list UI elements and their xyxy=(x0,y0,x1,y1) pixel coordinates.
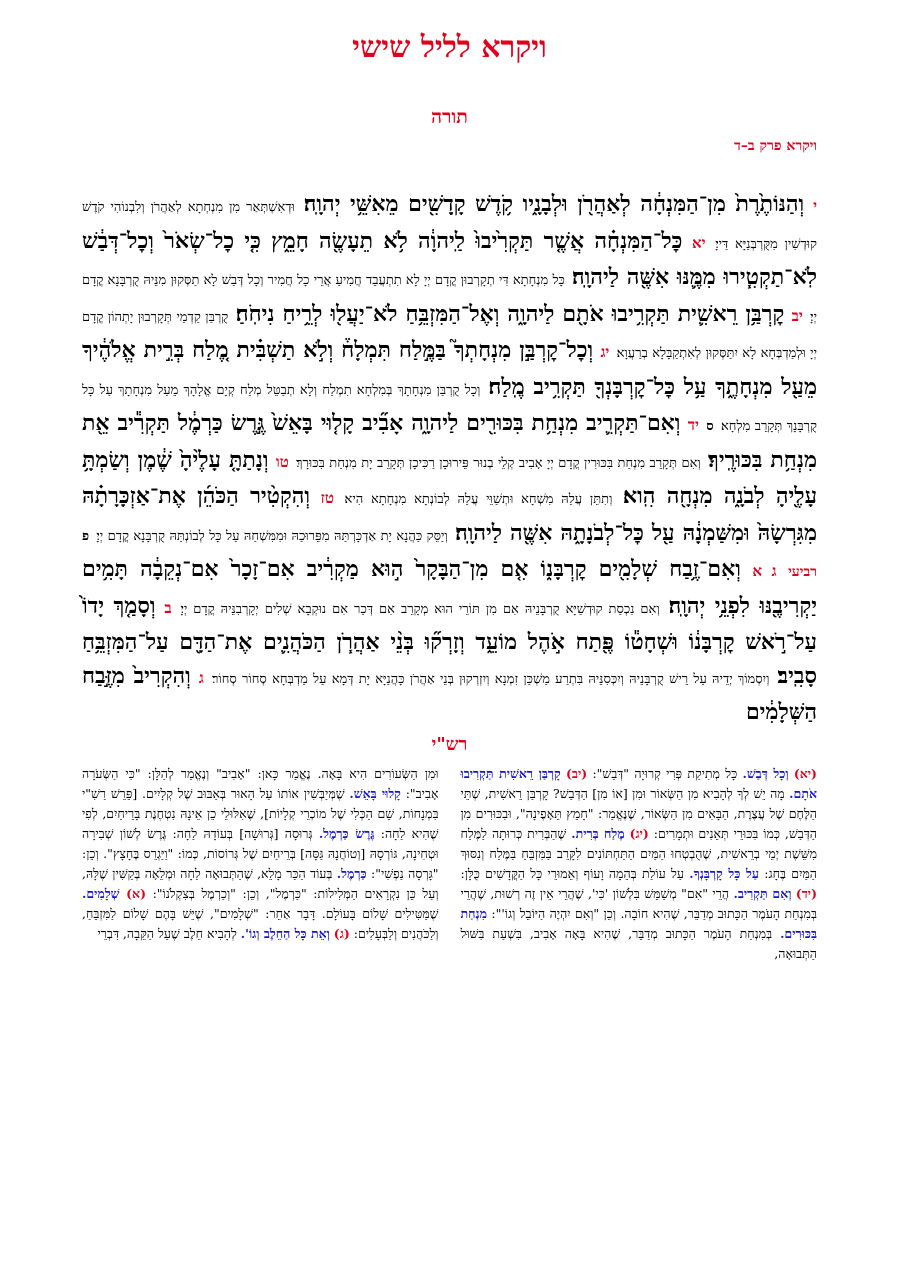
rashi-comment: גְּרוּסָה [גְּרוּשָׁה] בְּעוֹדָהּ לַחָה: גֶּרֶשׂ לְשׁוֹן שְׁבִירָה וּטְחִינָה, גּוֹרְסָהּ [וְטוֹחֲנָהּ גַּסָּה] בְּרֵיחַיִם שֶׁל גְּרוֹסוֹת, כְּמוֹ: "וַיַּגְרֵס בֶּחָצָץ". וְכֵן: "גָּרְסָה נַפְשִׁי": xyxy=(82,825,439,881)
verse-text: וְכׇל־קׇרְבַּ֣ן מִנְחָתְךָ֮ בַּמֶּ֣לַח תִּמְלָח֒ וְלֹ֣א תַשְׁבִּ֗ית מֶ֚לַח בְּרִ֣ית אֱלֹהֶ֔יךָ מֵעַ֖ל מִנְחָתֶ֑ךָ עַ֥ל כׇּל־קׇרְבָּנְךָ֖ תַּקְרִ֥יב מֶֽלַח׃ xyxy=(82,337,817,400)
rashi-dibur-hamatchil: מֶלַח בְּרִית. xyxy=(571,825,625,841)
page-title: ויקרא לליל שישי xyxy=(352,30,547,65)
rashi-comment: בְּמִנְחַת הָעֹמֶר הַכָּתוּב מְדַבֵּר, שֶׁהִיא בָּאָה אָבִיב, בִּשְׁעַת בִּשּׁוּל הַתְּבוּאָה, xyxy=(460,925,817,961)
verse-number: יד xyxy=(687,416,699,434)
targum-text: קֻרְבַּן קַדְמַי תְּקָרְבוּן יָתְהוֹן קֳדָם יְיָ וּלְמַדְבְּחָא לָא יִתַּסְּקוּן לְאִתְקַבָּלָא בְרַעֲוָא׃ xyxy=(82,309,817,361)
targum-text: וְכָל קֻרְבַּן מִנְחָתָךְ בְּמִלְחָא תִמְלַח וְלָא תְבַטֵּל מְלַח קְיָם אֱלָהָךְ מֵעַל מִנְחָתָךְ עַל כָּל קֻרְבָּנָךְ תְּקָרֵב מִלְחָא׃ xyxy=(82,382,817,434)
rashi-comment: הֲרֵי "אִם" מְשַׁמֵּשׁ בִּלְשׁוֹן 'כִּי', שֶׁהֲרֵי אֵין זֶה רְשׁוּת, שֶׁהֲרֵי בְּמִנְחַת הָעֹמֶר הַכָּתוּב מְדַבֵּר, שֶׁהִיא חוֹבָה. וְכֵן "וְאִם יִהְיֶה הַיּוֹבֵל וְגוֹ'": xyxy=(460,885,817,921)
rashi-dibur-hamatchil: קָרְבַּן רֵאשִׁית תַּקְרִיבוּ אֹתָם. xyxy=(460,765,817,801)
rashi-verse-ref: (ג) xyxy=(333,925,350,941)
verse-text: וְהַנּוֹתֶ֙רֶת֙ מִן־הַמִּנְחָ֔ה לְאַהֲרֹ֖ן וּלְבָנָ֑יו קֹ֥דֶשׁ קָֽדָשִׁ֖ים מֵאִשֵּׁ֥י יְהוָֽה׃ xyxy=(303,191,805,217)
rashi-dibur-hamatchil: שְׁלָמִים. xyxy=(82,885,120,901)
rashi-verse-ref: (א) xyxy=(126,885,146,901)
verse-text: וְאִם־תַּקְרִ֛יב מִנְחַ֥ת בִּכּוּרִ֖ים לַיהוָ֑ה אָבִ֞יב קָל֤וּי בָּאֵשׁ֙ גֶּ֣רֶשׂ כַּרְמֶ֔ל תַּקְרִ֕יב אֵ֖ת מִנְחַ֥ת בִּכּוּרֶֽיךָ׃ xyxy=(82,410,818,473)
rashi-dibur-hamatchil: קָלוּי בָּאֵשׁ. xyxy=(349,785,401,801)
verse-number: ג xyxy=(198,668,204,687)
rashi-comment: וּמִן הַשְּׂעוֹרִים הִיא בָּאָה. נֶאֱמַר כָּאן: "אָבִיב" וְנֶאֱמַר לְהַלָּן: "כִּי הַשְּׂעֹרָה אָבִיב": xyxy=(82,765,439,801)
targum-text: וּדְאִשְׁתְּאַר מִן מִנְחְתָא לְאַהֲרֹן וְלִבְנוֹהִי קֹדֶשׁ קוּדְשִׁין מִקֻּרְבְּנַיָּא דַּייָ׃ xyxy=(82,200,818,252)
rashi-verse-ref: (יד) xyxy=(795,885,817,901)
rashi-dibur-hamatchil: וְכָל דְּבַשׁ. xyxy=(742,765,789,781)
rashi-dibur-hamatchil: עַל כָּל קָרְבָּנְךָ. xyxy=(689,865,759,881)
verse-text: וְהִקְרִיב֙ מִזֶּ֣בַח הַשְּׁלָמִ֔ים xyxy=(82,662,817,725)
targum-text: וְתִתֵּן עֲלַהּ מִשְׁחָא וּתְשַׁוֵּי עֲלַהּ לְבוֹנְתָא מִנְחָתָא הִיא׃ xyxy=(344,492,613,507)
rashi-comment: בְּעוֹד הַכַּר מָלֵא, שֶׁהַתְּבוּאָה לַחָה וּמְלֵאָה בְּקַשִּׁין שֶׁלָּהּ, וְעַל כֵּן נִקְרָאִים הַמְּלִילוֹת: "כַּרְמֶל", וְכֵן: "וְכַרְמֶל בְּצִקְלֹנוֹ": xyxy=(82,865,439,901)
verse-text: וְנָתַתָּ֤ עָלֶ֙יהָ֙ שֶׁ֔מֶן וְשַׂמְתָּ֥ עָלֶ֖יהָ לְבֹנָ֑ה מִנְחָ֖ה הִֽוא׃ xyxy=(82,446,818,509)
rashi-verse-ref: (יב) xyxy=(566,765,588,781)
rashi-verse-ref: (יא) xyxy=(793,765,817,781)
verse-number: ג א xyxy=(752,562,777,580)
rashi-comment: שֶׁהַבְּרִית כְּרוּתָה לַמֶּלַח מִשֵּׁשֶׁת יְמֵי בְרֵאשִׁית, שֶׁהֻבְטְחוּ הַמַּיִם הַתַּחְתּוֹנִים לִקָּרֵב בַּמִּזְבֵּחַ בַּמֶּלַח וְנִסּוּךְ הַמַּיִם בֶּחָג: xyxy=(460,825,817,881)
rashi-dibur-hamatchil: וְאִם תַּקְרִיב. xyxy=(733,885,792,901)
verse-number: יא xyxy=(692,233,706,252)
section-heading-rashi: רש"י xyxy=(431,733,468,755)
rashi-commentary xyxy=(82,764,817,964)
verse-number: טז xyxy=(320,489,334,507)
verse-text: קׇרְבַּ֥ן רֵאשִׁ֛ית תַּקְרִ֥יבוּ אֹתָ֖ם לַיהוָ֑ה וְאֶל־הַמִּזְבֵּ֥חַ לֹא־יַעֲל֖וּ לְרֵ֥יחַ נִיחֹֽחַ׃ xyxy=(235,300,785,327)
verse-number: י xyxy=(813,197,817,215)
verse-number: יג xyxy=(600,343,610,361)
verse-number: ב xyxy=(164,598,172,617)
targum-text: וְיִסְמוֹךְ יְדֵיהּ עַל רֵישׁ קֻרְבָּנֵיהּ וְיִכְּסִנֵּיהּ בִּתְרַע מַשְׁכַּן זִמְנָא וְיִזְרְקוּן בְּנֵי אַהֲרֹן כָּהֲנַיָּא יָת דְּמָא עַל מַדְבְּחָא סְחוֹר סְחוֹר׃ xyxy=(211,671,770,687)
rashi-comment: כָּל מְתִיקַת פְּרִי קְרוּיָה "דְּבַשׁ": xyxy=(592,765,738,781)
verse-text: וְאִם־זֶ֥בַח שְׁלָמִ֖ים קׇרְבָּנ֑וֹ אִ֤ם מִן־הַבָּקָר֙ ה֣וּא מַקְרִ֔יב אִם־זָכָר֙ אִם־נְקֵבָ֔ה תָּמִ֥ים יַקְרִיבֶ֖נּוּ לִפְנֵ֥י יְהוָֽה׃ xyxy=(82,556,818,619)
verse-number: יב xyxy=(791,306,803,325)
section-heading-torah: תורה xyxy=(431,106,468,128)
chapter-reference: ויקרא פרק ב–ד xyxy=(734,138,817,154)
rashi-column-right xyxy=(461,764,818,964)
targum-text: וְאִם נִכְסַת קוּדְשַׁיָּא קֻרְבָּנֵיהּ אִם מִן תּוֹרֵי הוּא מְקָרֵב אִם דְּכַר אִם נוּקְבָא שְׁלִים יְקָרְבִנֵּיהּ קֳדָם יְיָ׃ xyxy=(180,601,660,617)
rashi-comment: שֶׁמְּיַבְּשִׁין אוֹתוֹ עַל הָאוּר בְּאַבּוּב שֶׁל קְלָיִים. [פֵּרֵשׁ רַשִׁ"י בִּמְנָחוֹת, שֵׁם הַכְּלִי שֶׁל מוֹכְרֵי קְלָיוֹת], שֶׁאִלּוּלֵי כֵן אֵינָהּ נִטְחֶנֶת בָּרֵיחַיִם, לְפִי שֶׁהִיא לַחָה: xyxy=(82,785,439,841)
targum-text: וְיַסֵּק כַּהֲנָא יָת אַדְכָּרְתַּהּ מִפֵּרוּכַהּ וּמִמִּשְׁחַהּ עַל כָּל לְבוֹנְתַּהּ קֻרְבָּנָא קֳדָם יְיָ׃ xyxy=(96,528,448,544)
rashi-comment: עַל עוֹלַת בְּהֵמָה וָעוֹף וְאֵמוּרֵי כָּל הַקֳּדָשִׁים כֻּלָּן: xyxy=(460,865,684,881)
targum-text: כָּל מִנְחָתָא דִּי תְקָרְבוּן קֳדָם יְיָ לָא תִתְעֲבֵד חֲמִיעַ אֲרֵי כָל חֲמִיר וְכָל דְּבַשׁ לָא תַסְּקוּן מִנֵּיהּ קֻרְבָּנָא קֳדָם יְיָ׃ xyxy=(82,273,817,325)
parashah-mark: ס xyxy=(706,419,714,434)
rashi-dibur-hamatchil: מִנְחַת בִּכּוּרִים. xyxy=(460,905,817,941)
verse-text: כׇּל־הַמִּנְחָ֗ה אֲשֶׁ֤ר תַּקְרִ֙יבוּ֙ לַֽיהוָ֔ה לֹ֥א תֵעָשֶׂ֖ה חָמֵ֑ץ כִּ֤י כׇל־שְׂאֹר֙ וְכׇל־דְּבַ֔שׁ לֹֽא־תַקְטִ֧ירוּ מִמֶּ֛נּוּ אִשֶּׁ֖ה לַיהוָֽה׃ xyxy=(82,227,817,290)
verse-text: וְהִקְטִ֨יר הַכֹּהֵ֜ן אֶת־אַזְכָּרָתָ֗הּ מִגִּרְשָׂהּ֙ וּמִשַּׁמְנָ֔הּ עַ֖ל כׇּל־לְבֹנָתָ֑הּ אִשֶּׁ֖ה לַיהוָֽה׃ xyxy=(82,483,817,546)
targum-text: וְאִם תְּקָרֵב מִנְחַת בִּכּוּרִין קֳדָם יְיָ אָבִיב קְלֵי בְנוּר פֵּירוּכָן רַכִּיכָן תְּקָרֵב יָת מִנְחַת בִּכּוּרָךְ׃ xyxy=(296,455,701,471)
rashi-dibur-hamatchil: וְאֵת כָּל הַחֵלֶב וְגוֹ'. xyxy=(240,925,330,941)
rashi-comment: לְהָבִיא חֵלֶב שֶׁעַל הַקֵּבָה, דִּבְרֵי xyxy=(97,925,237,941)
verse-number: טו xyxy=(275,452,289,471)
page xyxy=(82,0,817,964)
rashi-dibur-hamatchil: כַּרְמֶל. xyxy=(336,865,367,881)
rashi-dibur-hamatchil: גֶּרֶשׂ כַּרְמֶל. xyxy=(318,825,375,841)
rashi-comment: שֶׁמַּטִּילִים שָׁלוֹם בָּעוֹלָם. דָּבָר אַחֵר: "שְׁלָמִים", שֶׁיֵּשׁ בָּהֶם שָׁלוֹם לַמִּזְבֵּחַ, וְלַכֹּהֲנִים וְלַבְּעָלִים: xyxy=(82,905,439,941)
rashi-column-left xyxy=(82,764,439,964)
torah-text xyxy=(82,188,817,730)
rashi-verse-ref: (יג) xyxy=(629,825,649,841)
parashah-mark: פ xyxy=(82,528,90,544)
aliyah-label: רביעי xyxy=(788,564,818,580)
verse-text: וְסָמַ֤ךְ יָדוֹ֙ עַל־רֹ֣אשׁ קׇרְבָּנ֔וֹ וּשְׁחָט֕וֹ פֶּ֖תַח אֹ֣הֶל מוֹעֵ֑ד וְזָרְק֞וּ בְּנֵ֨י אַהֲרֹ֧ן הַכֹּהֲנִ֛ים אֶת־הַדָּ֖ם עַל־הַמִּזְבֵּ֥חַ סָבִֽיב׃ xyxy=(82,592,817,689)
rashi-comment: מָה יֵשׁ לְךָ לְהָבִיא מִן הַשְּׂאוֹר וּמִן [אוֹ מִן] הַדְּבַשׁ? קָרְבַּן רֵאשִׁית, שְׁתֵּי הַלֶּחֶם שֶׁל עֲצֶרֶת, הַבָּאִים מִן הַשְּׂאוֹר, שֶׁנֶּאֱמַר: "חָמֵץ תֵּאָפֶינָה", וּבִכּוּרִים מִן הַדְּבַשׁ, כְּמוֹ בִּכּוּרֵי תְּאֵנִים וּתְמָרִים: xyxy=(460,785,817,841)
